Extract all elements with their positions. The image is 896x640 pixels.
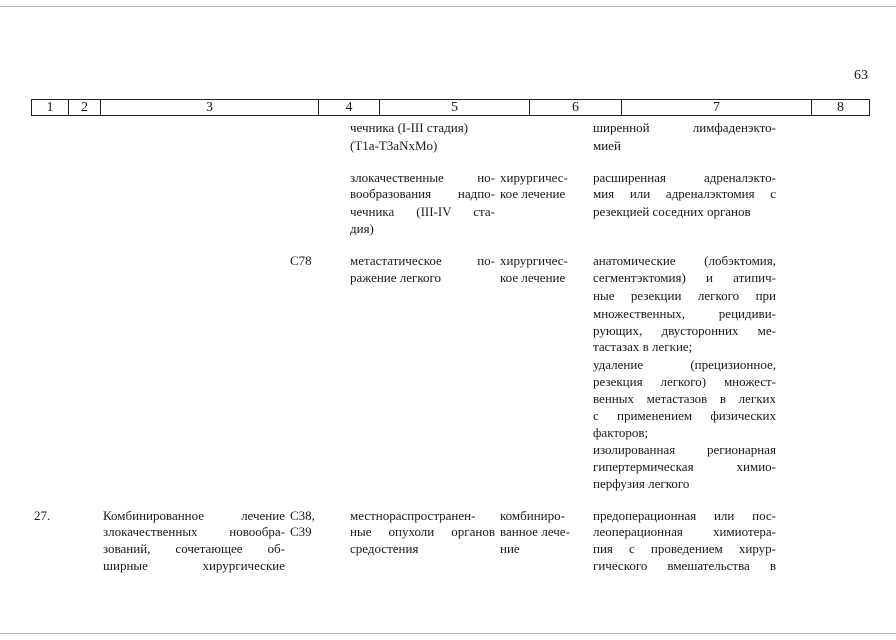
text-line: ные опухоли органов bbox=[350, 524, 495, 539]
text-line: ные резекции легкого при bbox=[593, 288, 776, 303]
text-line: пия с проведением хирур- bbox=[593, 541, 776, 556]
text-line: чечника (III-IV ста- bbox=[350, 204, 495, 219]
page-number: 63 bbox=[854, 68, 868, 83]
text-line: кое лечение bbox=[500, 186, 566, 201]
text-line: множественных, рецидиви- bbox=[593, 306, 776, 321]
text-line: мией bbox=[593, 138, 621, 153]
text-line: кое лечение bbox=[500, 270, 566, 285]
text-line: изолированная регионарная bbox=[593, 442, 776, 457]
text-line: сегментэктомия) и атипич- bbox=[593, 270, 776, 285]
text-line: тастазах в легкие; bbox=[593, 339, 693, 354]
scan-edge-top bbox=[0, 6, 896, 7]
text-line: (T1a-T3aNxMo) bbox=[350, 138, 438, 153]
header-col-4: 4 bbox=[319, 100, 380, 115]
text-line: злокачественные но- bbox=[350, 170, 495, 185]
text-line: ширные хирургические bbox=[103, 558, 285, 573]
scan-edge-bottom bbox=[0, 633, 896, 634]
text-line: дия) bbox=[350, 221, 374, 236]
text-line: средостения bbox=[350, 541, 419, 556]
header-col-6: 6 bbox=[530, 100, 622, 115]
text-line: C38, bbox=[290, 508, 315, 523]
text-line: факторов; bbox=[593, 425, 649, 440]
text-line: мия или адреналэктомия с bbox=[593, 186, 776, 201]
table-header-row bbox=[31, 99, 870, 116]
text-line: расширенная адреналэкто- bbox=[593, 170, 776, 185]
text-line: хирургичес- bbox=[500, 170, 568, 185]
text-line: анатомические (лобэктомия, bbox=[593, 253, 776, 268]
text-line: ширенной лимфаденэкто- bbox=[593, 120, 776, 135]
text-line: гипертермическая химио- bbox=[593, 459, 776, 474]
text-line: C39 bbox=[290, 524, 312, 539]
text-line: Комбинированное лечение bbox=[103, 508, 285, 523]
header-col-7: 7 bbox=[622, 100, 812, 115]
header-col-5: 5 bbox=[380, 100, 530, 115]
text-line: удаление (прецизионное, bbox=[593, 357, 776, 372]
text-line: хирургичес- bbox=[500, 253, 568, 268]
text-line: метастатическое по- bbox=[350, 253, 495, 268]
text-line: резекцией соседних органов bbox=[593, 204, 751, 219]
text-line: резекция легкого) множест- bbox=[593, 374, 776, 389]
header-col-8: 8 bbox=[837, 100, 844, 115]
text-line: леоперационная химиотера- bbox=[593, 524, 776, 539]
text-line: ражение легкого bbox=[350, 270, 442, 285]
text-line: ванное лече- bbox=[500, 524, 570, 539]
text-line: перфузия легкого bbox=[593, 476, 690, 491]
block-3-cell-4: C78 bbox=[290, 253, 312, 268]
text-line: предоперационная или пос- bbox=[593, 508, 776, 523]
text-line: венных метастазов в легких bbox=[593, 391, 776, 406]
text-line: с применением физических bbox=[593, 408, 776, 423]
text-line: вообразования надпо- bbox=[350, 186, 495, 201]
text-line: комбиниро- bbox=[500, 508, 565, 523]
text-line: злокачественных новообра- bbox=[103, 524, 285, 539]
text-line: местнораспространен- bbox=[350, 508, 476, 523]
header-col-3: 3 bbox=[101, 100, 319, 115]
text-line: ние bbox=[500, 541, 520, 556]
text-line: зований, сочетающее об- bbox=[103, 541, 285, 556]
block-4-cell-1: 27. bbox=[34, 508, 51, 523]
text-line: чечника (I-III стадия) bbox=[350, 120, 469, 135]
header-col-2: 2 bbox=[69, 100, 101, 115]
text-line: гического вмешательства в bbox=[593, 558, 776, 573]
header-col-1: 1 bbox=[32, 100, 69, 115]
text-line: рующих, двусторонних ме- bbox=[593, 323, 776, 338]
